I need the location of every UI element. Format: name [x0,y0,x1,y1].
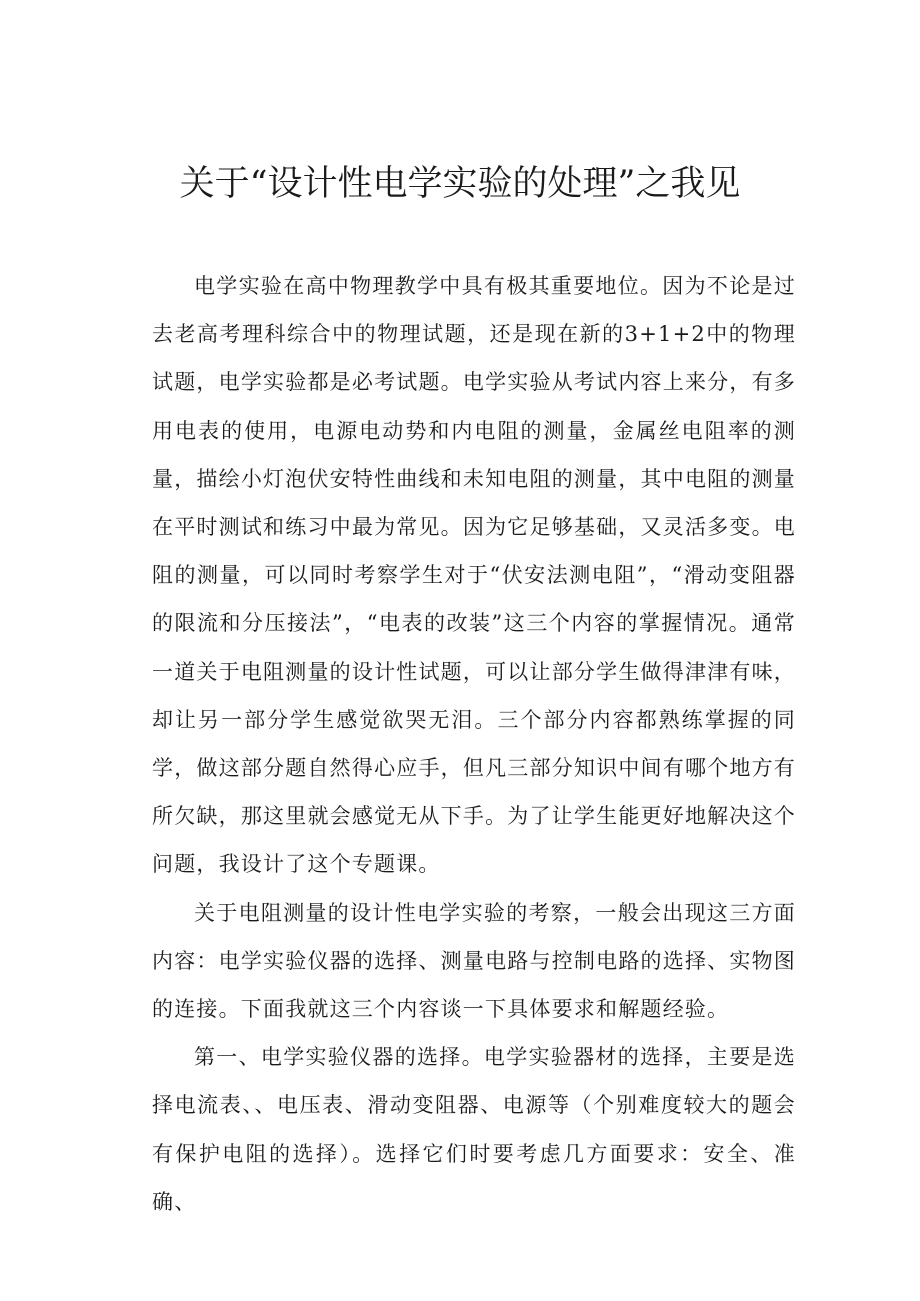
document-body [152,262,796,1226]
paragraph-overview: 关于电阻测量的设计性电学实验的考察，一般会出现这三方面内容：电学实验仪器的选择、测量电路与控制电路的选择、实物图的连接。下面我就这三个内容谈一下具体要求和解题经验。 [152,900,796,1022]
paragraph-instrument-selection: 第一、电学实验仪器的选择。电学实验器材的选择，主要是选择电流表、、电压表、滑动变阻器、电源等（个别难度较大的题会有保护电阻的选择）。选择它们时要考虑几方面要求：安全、准确、 [152,1045,796,1214]
document-title: 关于“设计性电学实验的处理”之我见 [179,164,741,204]
paragraph-intro: 电学实验在高中物理教学中具有极其重要地位。因为不论是过去老高考理科综合中的物理试题，还是现在新的3+1+2中的物理试题，电学实验都是必考试题。电学实验从考试内容上来分，有多用电表的使用，电源电动势和内电阻的测量，金属丝电阻率的测量，描绘小灯泡伏安特性曲线和未知电阻的测量，其中电阻的测量在平时测试和练习中最为常见。因为它足够基础，又灵活多变。电阻的测量，可以同时考察学生对于“伏安法测电阻”，“滑动变阻器的限流和分压接法”，“电表的改装”这三个内容的掌握情况。通常一道关于电阻测量的设计性试题，可以让部分学生做得津津有味，却让另一部分学生感觉欲哭无泪。三个部分内容都熟练掌握的同学，做这部分题自然得心应手，但凡三部分知识中间有哪个地方有所欠缺，那这里就会感觉无从下手。为了让学生能更好地解决这个问题，我设计了这个专题课。 [152,274,796,877]
